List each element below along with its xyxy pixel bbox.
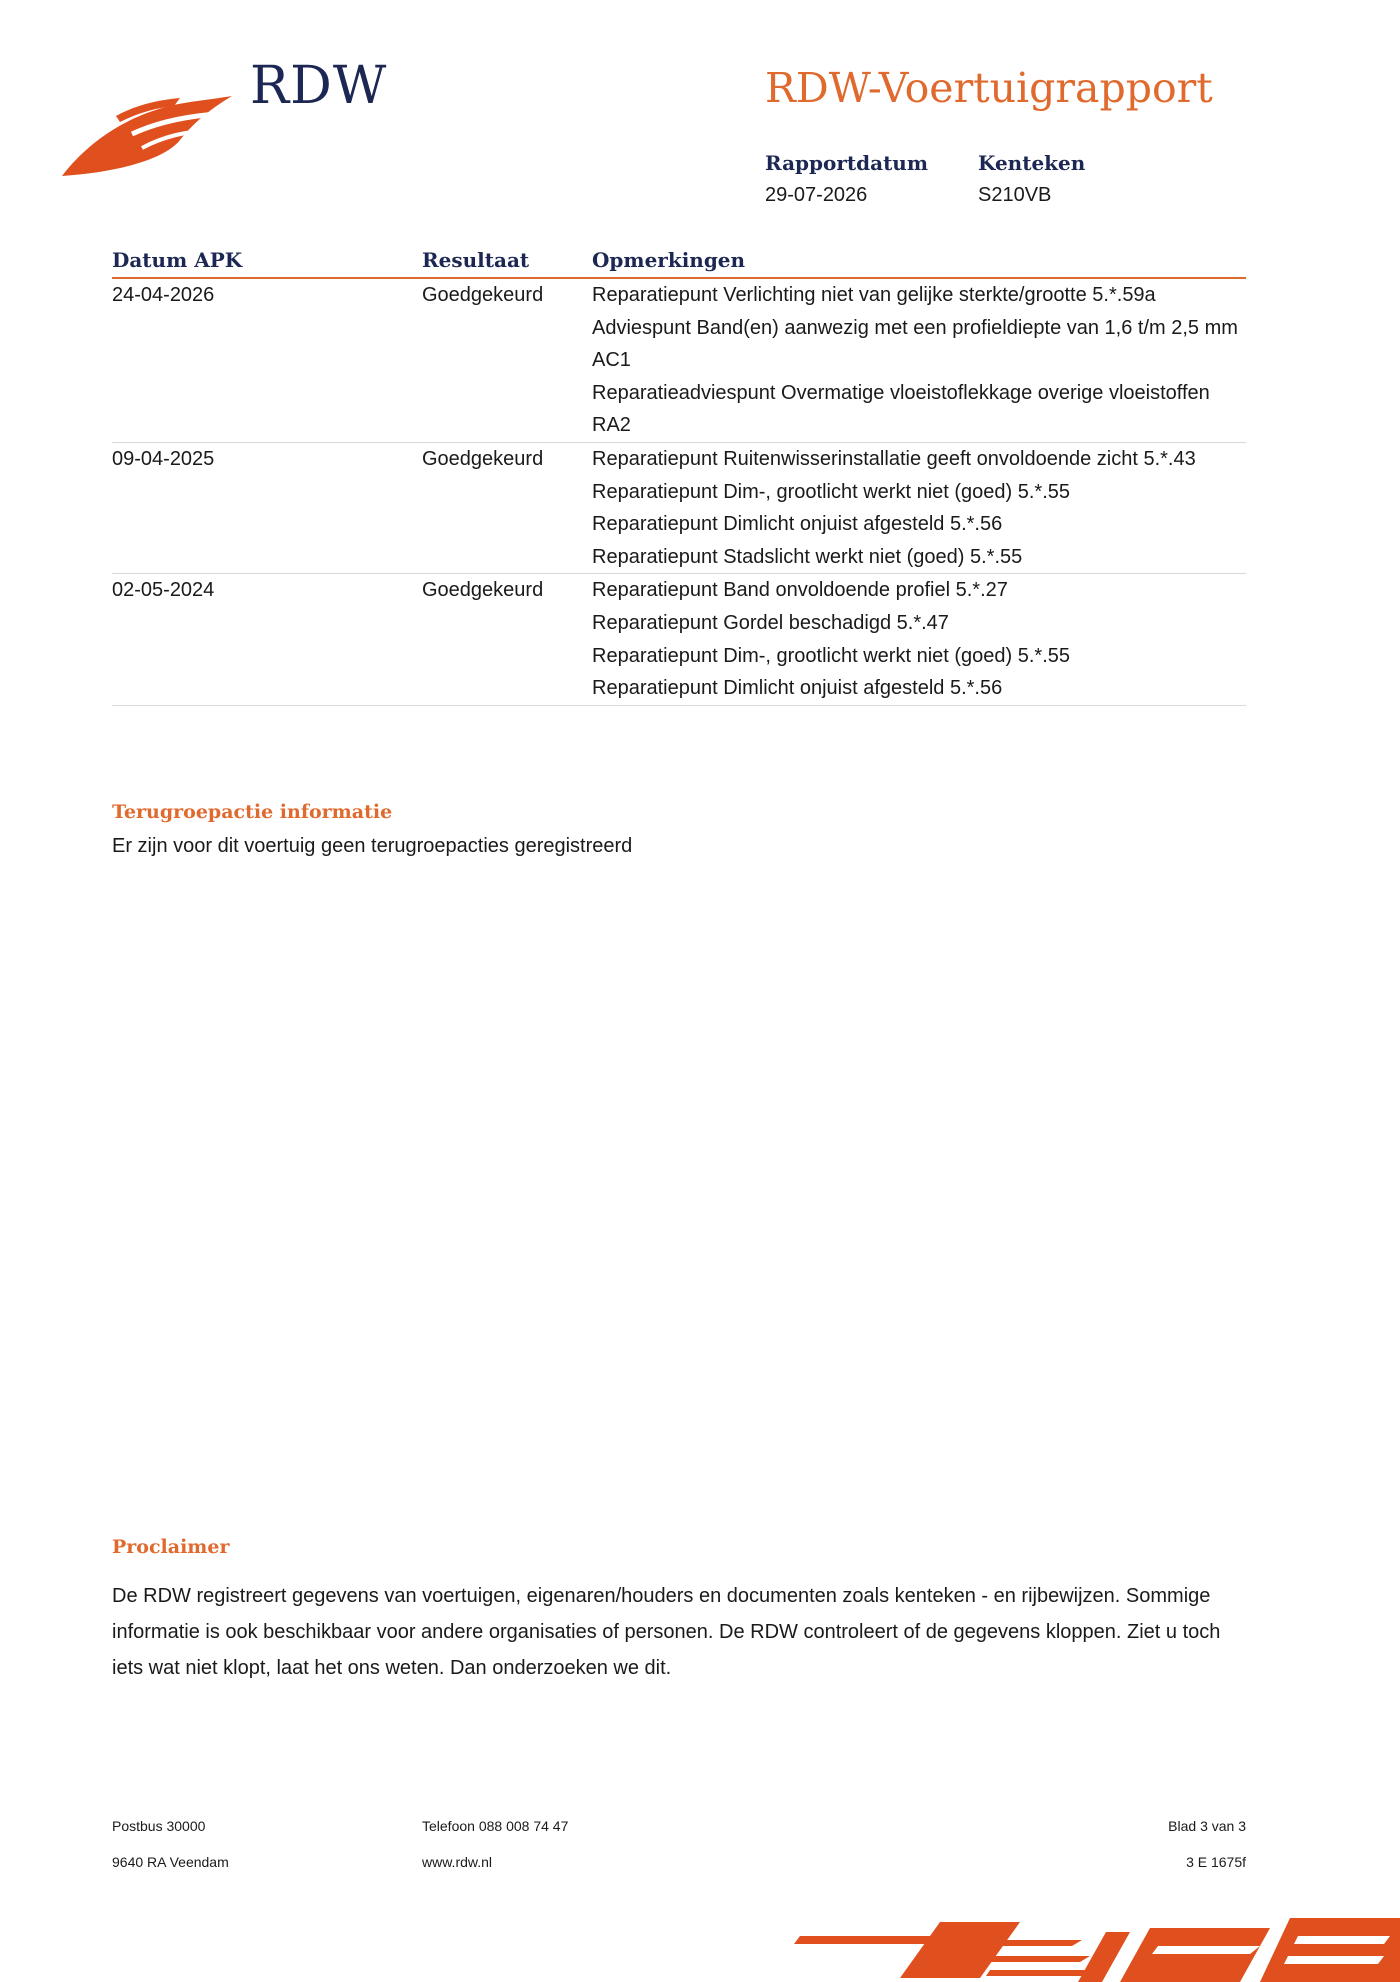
column-header-result: Resultaat (422, 248, 530, 272)
plate-value: S210VB (978, 184, 1052, 206)
column-header-remarks: Opmerkingen (592, 248, 746, 272)
remark-item: Reparatiepunt Stadslicht werkt niet (goed) 5.*.55 (592, 545, 1023, 568)
report-date-label: Rapportdatum (765, 151, 929, 175)
footer-page-number: Blad 3 van 3 (1168, 1818, 1246, 1834)
report-title: RDW-Voertuigrapport (765, 64, 1213, 112)
footer-phone: Telefoon 088 008 74 47 (422, 1818, 569, 1834)
table-row (112, 574, 1246, 705)
rdw-logo-text: RDW (250, 56, 388, 116)
remark-item: Reparatiepunt Dimlicht onjuist afgesteld 5.*.56 (592, 513, 1003, 536)
table-row (112, 279, 1246, 443)
apk-date: 02-05-2024 (112, 579, 215, 602)
apk-table-header (112, 247, 1246, 279)
footer-website[interactable]: www.rdw.nl (422, 1854, 493, 1870)
remark-item: Reparatiepunt Dim-, grootlicht werkt niet (goed) 5.*.55 (592, 644, 1071, 667)
remark-item: Reparatiepunt Verlichting niet van gelijke sterkte/grootte 5.*.59a (592, 284, 1156, 306)
apk-result: Goedgekeurd (422, 579, 544, 602)
apk-remarks (592, 443, 1246, 573)
footer-document-code: 3 E 1675f (1186, 1854, 1246, 1870)
proclaimer-title: Proclaimer (112, 1536, 230, 1558)
proclaimer-text: De RDW registreert gegevens van voertuigen, eigenaren/houders en documenten zoals kenteken - en rijbewijzen. Sommige informatie is ook beschikbaar voor andere organisaties of personen. De RDW controleert of de gegevens kloppen. Ziet u toch iets wat niet klopt, laat het ons weten. Dan onderzoeken we dit. (112, 1585, 1221, 1679)
remark-item: Reparatiepunt Dim-, grootlicht werkt niet (goed) 5.*.55 (592, 480, 1071, 503)
column-header-date: Datum APK (112, 248, 243, 272)
apk-date: 09-04-2025 (112, 447, 215, 470)
footer-city: 9640 RA Veendam (112, 1854, 229, 1870)
apk-date: 24-04-2026 (112, 284, 215, 306)
plate-label: Kenteken (978, 151, 1086, 175)
remark-item: Adviespunt Band(en) aanwezig met een profieldiepte van 1,6 t/m 2,5 mm AC1 (592, 316, 1238, 372)
apk-result: Goedgekeurd (422, 284, 544, 306)
apk-remarks (592, 574, 1246, 704)
remark-item: Reparatiepunt Dimlicht onjuist afgesteld 5.*.56 (592, 677, 1003, 700)
report-date-value: 29-07-2026 (765, 184, 868, 206)
recall-text: Er zijn voor dit voertuig geen terugroepacties geregistreerd (112, 835, 633, 857)
recall-title: Terugroepactie informatie (112, 801, 393, 823)
footer-postbus: Postbus 30000 (112, 1818, 206, 1834)
apk-table (112, 247, 1246, 706)
apk-remarks (592, 279, 1246, 442)
decorative-stripes-icon (790, 1918, 1400, 1982)
apk-result: Goedgekeurd (422, 447, 544, 470)
remark-item: Reparatiepunt Band onvoldoende profiel 5.*.27 (592, 579, 1008, 602)
remark-item: Reparatiepunt Gordel beschadigd 5.*.47 (592, 611, 949, 634)
plate-block (978, 150, 1085, 208)
rdw-logo-icon (62, 88, 232, 180)
remark-item: Reparatiepunt Ruitenwisserinstallatie geeft onvoldoende zicht 5.*.43 (592, 447, 1196, 470)
table-row (112, 443, 1246, 574)
remark-item: Reparatieadviespunt Overmatige vloeistoflekkage overige vloeistoffen RA2 (592, 381, 1210, 437)
report-date-block (765, 150, 928, 208)
